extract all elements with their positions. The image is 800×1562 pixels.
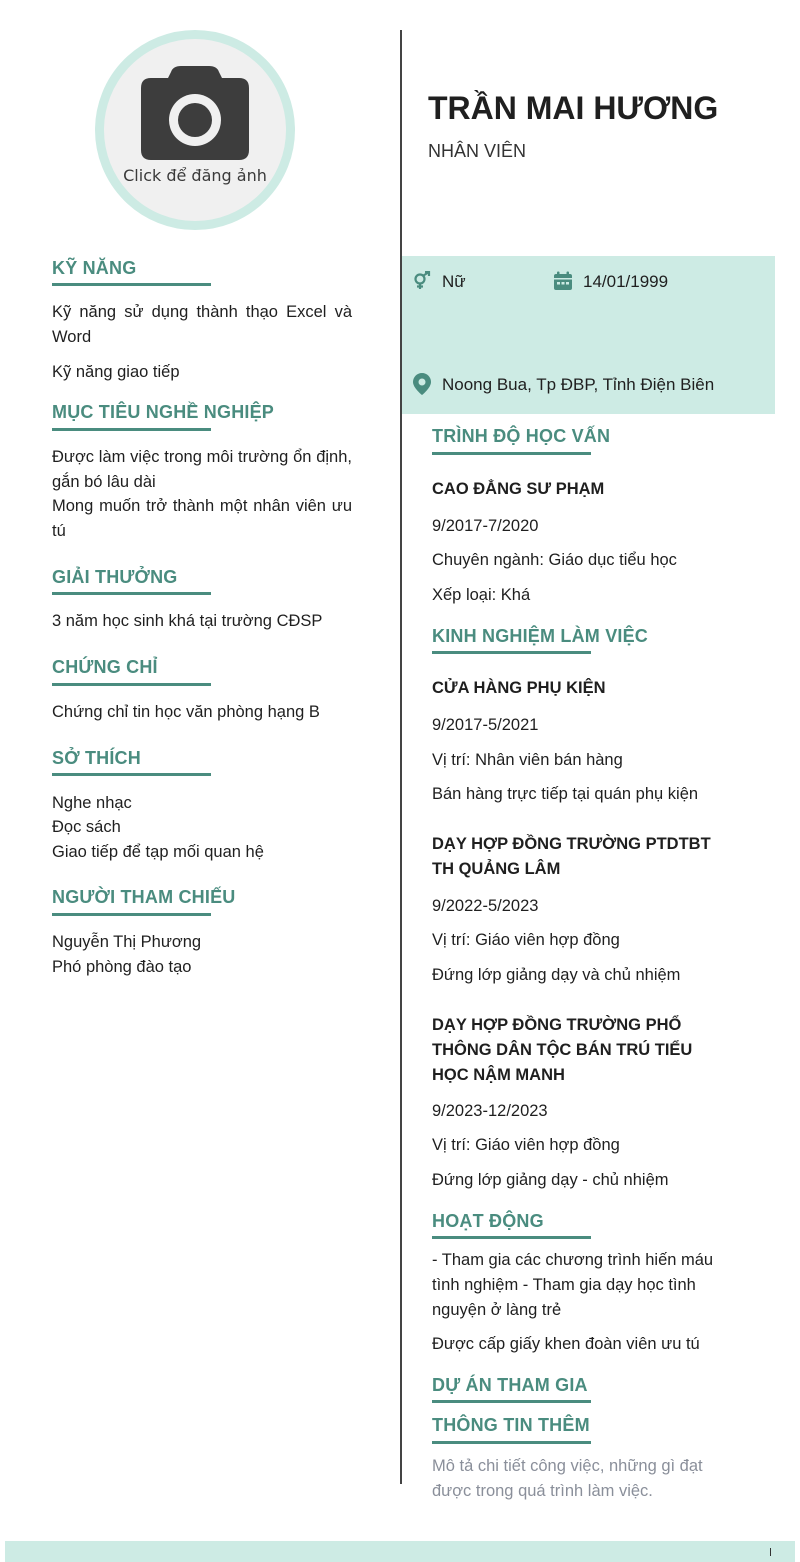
objective-heading: MỤC TIÊU NGHỀ NGHIỆP bbox=[52, 402, 275, 422]
job-position: Vị trí: Giáo viên hợp đồng bbox=[432, 931, 620, 949]
skill-item: Kỹ năng sử dụng thành thạo Excel và Word bbox=[52, 303, 352, 346]
education-school: CAO ĐẲNG SƯ PHẠM bbox=[432, 480, 605, 498]
education-major: Chuyên ngành: Giáo dục tiểu học bbox=[432, 551, 677, 569]
job-period: 9/2017-5/2021 bbox=[432, 716, 539, 734]
job-description: Đứng lớp giảng dạy và chủ nhiệm bbox=[432, 966, 681, 984]
column-divider bbox=[400, 30, 402, 1484]
location-icon bbox=[413, 373, 431, 395]
page-marker bbox=[770, 1548, 771, 1556]
reference-name: Nguyễn Thị Phương bbox=[52, 933, 202, 951]
job-company: DẠY HỢP ĐỒNG TRƯỜNG PHỔ THÔNG DÂN TỘC BÁN TRÚ TIỂU HỌC NẬM MANH bbox=[432, 1016, 693, 1084]
education-underline bbox=[432, 452, 591, 455]
avatar-upload[interactable] bbox=[95, 30, 295, 230]
calendar-icon bbox=[553, 271, 573, 291]
references-underline bbox=[52, 913, 211, 916]
education-heading: TRÌNH ĐỘ HỌC VẤN bbox=[432, 426, 611, 446]
job-period: 9/2022-5/2023 bbox=[432, 897, 539, 915]
skills-heading: KỸ NĂNG bbox=[52, 258, 137, 278]
hobby-item: Đọc sách bbox=[52, 818, 121, 836]
job-title: NHÂN VIÊN bbox=[428, 141, 527, 161]
footer-bar bbox=[5, 1541, 795, 1562]
activities-heading: HOẠT ĐỘNG bbox=[432, 1211, 544, 1231]
more-info-heading: THÔNG TIN THÊM bbox=[432, 1415, 590, 1435]
job-description: Bán hàng trực tiếp tại quán phụ kiện bbox=[432, 785, 699, 803]
objective-text-2: Mong muốn trở thành một nhân viên ưu tú bbox=[52, 497, 352, 540]
camera-icon bbox=[141, 66, 249, 160]
references-heading: NGƯỜI THAM CHIẾU bbox=[52, 887, 236, 907]
more-info-placeholder[interactable]: Mô tả chi tiết công việc, những gì đạt được trong quá trình làm việc. bbox=[432, 1457, 703, 1500]
activities-underline bbox=[432, 1236, 591, 1239]
experience-underline bbox=[432, 651, 591, 654]
certificates-heading: CHỨNG CHỈ bbox=[52, 657, 158, 677]
awards-heading: GIẢI THƯỞNG bbox=[52, 567, 178, 587]
certificates-underline bbox=[52, 683, 211, 686]
job-position: Vị trí: Nhân viên bán hàng bbox=[432, 751, 623, 769]
job-period: 9/2023-12/2023 bbox=[432, 1102, 548, 1120]
job-position: Vị trí: Giáo viên hợp đồng bbox=[432, 1136, 620, 1154]
activity-item: Được cấp giấy khen đoàn viên ưu tú bbox=[432, 1335, 700, 1353]
projects-heading: DỰ ÁN THAM GIA bbox=[432, 1375, 588, 1395]
skills-underline bbox=[52, 283, 211, 286]
full-name: TRẦN MAI HƯƠNG bbox=[428, 90, 719, 126]
objective-underline bbox=[52, 428, 211, 431]
awards-underline bbox=[52, 592, 211, 595]
education-period: 9/2017-7/2020 bbox=[432, 517, 539, 535]
objective-text-1: Được làm việc trong môi trường ổn định, gắn bó lâu dài bbox=[52, 448, 352, 491]
gender-value: Nữ bbox=[442, 272, 466, 291]
certificate-item: Chứng chỉ tin học văn phòng hạng B bbox=[52, 703, 320, 721]
skill-item: Kỹ năng giao tiếp bbox=[52, 363, 180, 381]
job-description: Đứng lớp giảng dạy - chủ nhiệm bbox=[432, 1171, 669, 1189]
gender-icon bbox=[412, 271, 432, 291]
more-info-underline bbox=[432, 1441, 591, 1444]
address-value: Noong Bua, Tp ĐBP, Tỉnh Điện Biên bbox=[442, 375, 715, 394]
education-grade: Xếp loại: Khá bbox=[432, 586, 531, 604]
job-company: CỬA HÀNG PHỤ KIỆN bbox=[432, 679, 606, 697]
projects-underline bbox=[432, 1400, 591, 1403]
experience-heading: KINH NGHIỆM LÀM VIỆC bbox=[432, 626, 649, 646]
activity-item: - Tham gia các chương trình hiến máu tình nghiệm - Tham gia dạy học tình nguyện ở làng trẻ bbox=[432, 1251, 714, 1319]
reference-position: Phó phòng đào tạo bbox=[52, 958, 192, 976]
avatar-caption: Click để đăng ảnh bbox=[123, 166, 267, 185]
hobbies-underline bbox=[52, 773, 211, 776]
job-company: DẠY HỢP ĐỒNG TRƯỜNG PTDTBT TH QUẢNG LÂM bbox=[432, 835, 711, 878]
hobby-item: Nghe nhạc bbox=[52, 794, 132, 812]
award-item: 3 năm học sinh khá tại trường CĐSP bbox=[52, 612, 323, 630]
birthday-value: 14/01/1999 bbox=[583, 272, 669, 291]
hobbies-heading: SỞ THÍCH bbox=[52, 748, 141, 768]
hobby-item: Giao tiếp để tạp mối quan hệ bbox=[52, 843, 264, 861]
